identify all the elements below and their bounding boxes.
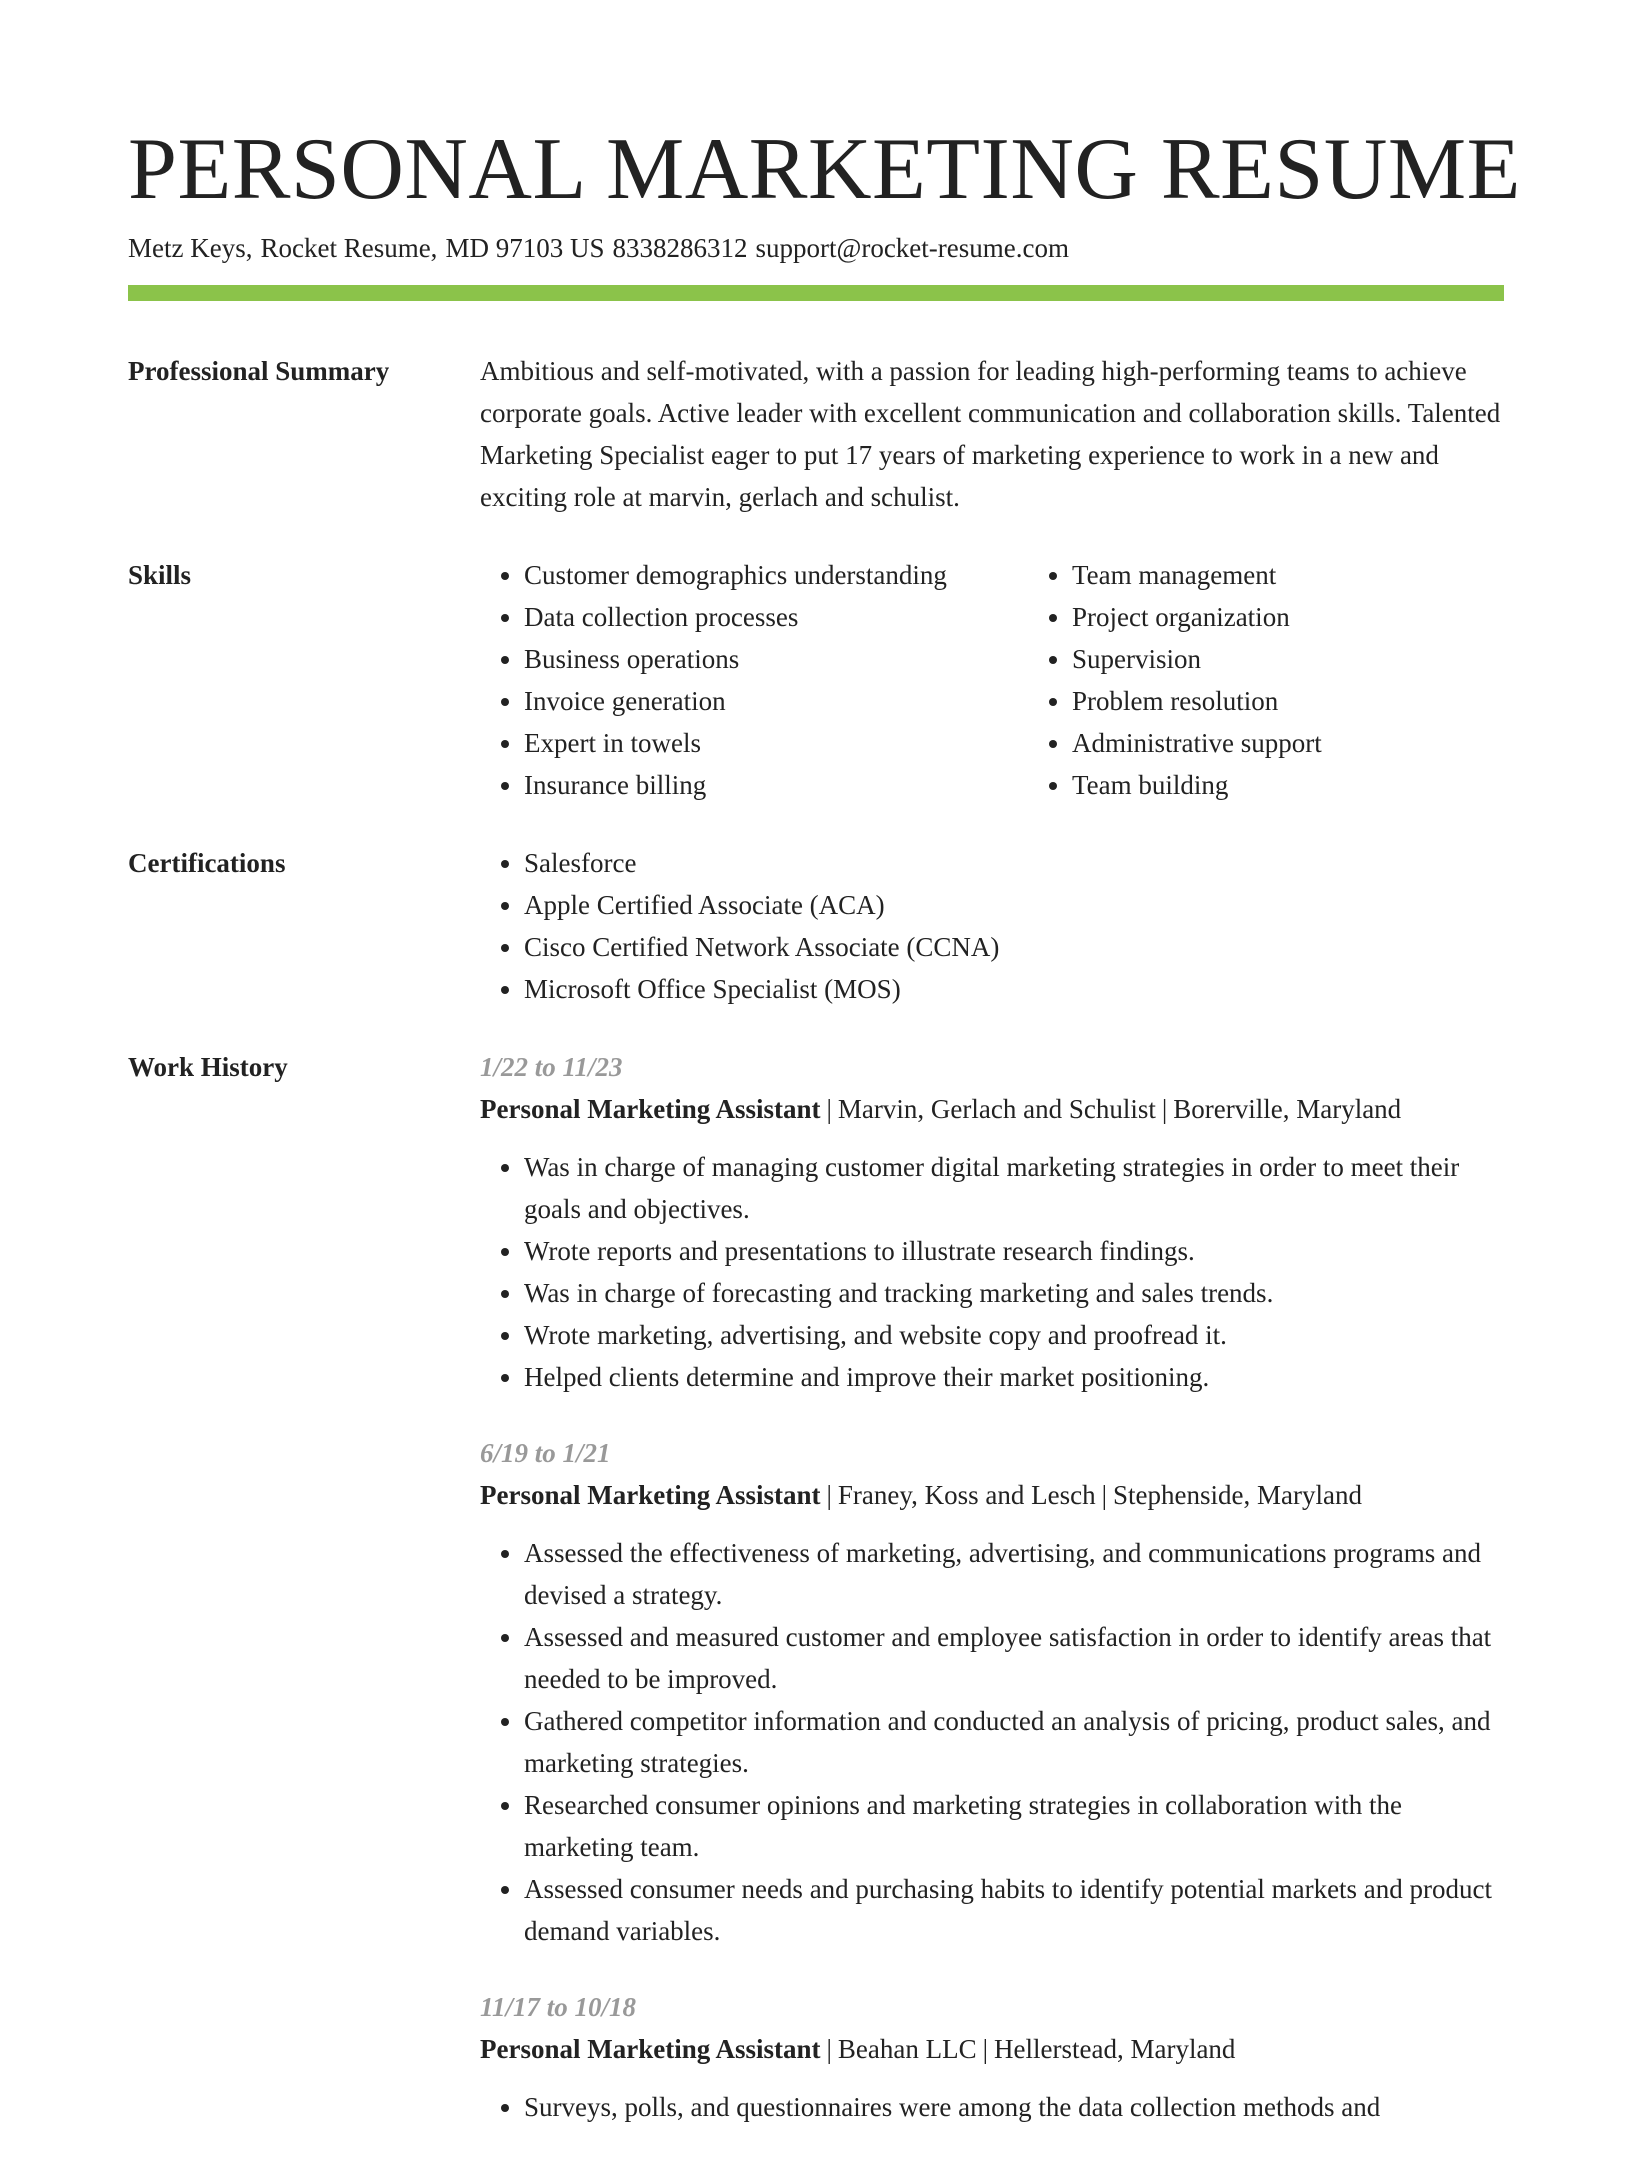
skill-item: • Project organization	[1072, 596, 1504, 638]
job-company: Beahan LLC	[837, 2034, 977, 2064]
job-duties-list	[480, 1532, 1504, 1952]
resume-content	[128, 350, 1504, 2164]
job-entry	[480, 1432, 1504, 1952]
skill-item: • Team management	[1072, 554, 1504, 596]
skills-section	[128, 554, 1504, 806]
job-title: Personal Marketing Assistant	[480, 1094, 821, 1124]
contact-name: Metz Keys,	[128, 233, 253, 263]
certification-item: • Cisco Certified Network Associate (CCNA)	[524, 926, 1504, 968]
job-duty: • Surveys, polls, and questionnaires were among the data collection methods and	[524, 2086, 1504, 2128]
header-accent-rule	[128, 285, 1504, 301]
job-heading	[480, 1088, 1504, 1130]
job-duties-list	[480, 1146, 1504, 1398]
job-entry	[480, 1986, 1504, 2128]
job-duty: • Wrote marketing, advertising, and website copy and proofread it.	[524, 1314, 1504, 1356]
job-location: Hellerstead, Maryland	[994, 2034, 1236, 2064]
work-history-section	[128, 1046, 1504, 2128]
job-duties-list	[480, 2086, 1504, 2128]
summary-text: Ambitious and self-motivated, with a passion for leading high-performing teams to achieve corporate goals. Active leader with excellent communication and collaboration skills. Talented Marketing Specialist eager to put 17 years of marketing experience to work in a new and exciting role at marvin, gerlach and schulist.	[480, 356, 1501, 512]
summary-section	[128, 350, 1504, 518]
job-duty: • Assessed consumer needs and purchasing habits to identify potential markets and product demand variables.	[524, 1868, 1504, 1952]
section-label: Professional Summary	[128, 356, 390, 386]
job-title: Personal Marketing Assistant	[480, 1480, 821, 1510]
resume-title: PERSONAL MARKETING RESUME	[128, 121, 1521, 218]
job-dates: 1/22 to 11/23	[480, 1052, 623, 1082]
separator: |	[1161, 1094, 1168, 1124]
job-title: Personal Marketing Assistant	[480, 2034, 821, 2064]
skills-list-1	[480, 554, 1028, 806]
separator: |	[826, 2034, 832, 2064]
separator: |	[826, 1094, 832, 1124]
job-dates: 11/17 to 10/18	[480, 1992, 637, 2022]
certifications-section	[128, 842, 1504, 1010]
skill-item: • Team building	[1072, 764, 1504, 806]
section-label: Skills	[128, 560, 192, 590]
job-location: Stephenside, Maryland	[1113, 1480, 1362, 1510]
job-duty: • Assessed and measured customer and employee satisfaction in order to identify areas that needed to be improved.	[524, 1616, 1504, 1700]
job-duty: • Was in charge of forecasting and tracking marketing and sales trends.	[524, 1272, 1504, 1314]
skills-list-2	[1028, 554, 1504, 806]
job-duty: • Was in charge of managing customer digital marketing strategies in order to meet their goals and objectives.	[524, 1146, 1504, 1230]
contact-line	[128, 230, 1077, 266]
job-entry	[480, 1046, 1504, 1398]
skill-item: • Expert in towels	[524, 722, 1028, 764]
job-dates: 6/19 to 1/21	[480, 1438, 611, 1468]
certification-item: • Microsoft Office Specialist (MOS)	[524, 968, 1504, 1010]
job-duty: • Gathered competitor information and conducted an analysis of pricing, product sales, and marketing strategies.	[524, 1700, 1504, 1784]
job-heading	[480, 2028, 1504, 2070]
section-label: Certifications	[128, 848, 286, 878]
skill-item: • Data collection processes	[524, 596, 1028, 638]
job-heading	[480, 1474, 1504, 1516]
job-duty: • Helped clients determine and improve their market positioning.	[524, 1356, 1504, 1398]
job-duty: • Researched consumer opinions and marketing strategies in collaboration with the marketing team.	[524, 1784, 1504, 1868]
skill-item: • Customer demographics understanding	[524, 554, 1028, 596]
contact-region: MD 97103 US	[445, 233, 605, 263]
certification-item: • Salesforce	[524, 842, 1504, 884]
job-company: Marvin, Gerlach and Schulist	[837, 1094, 1156, 1124]
job-location: Borerville, Maryland	[1173, 1094, 1402, 1124]
certification-item: • Apple Certified Associate (ACA)	[524, 884, 1504, 926]
job-company: Franey, Koss and Lesch	[837, 1480, 1096, 1510]
skill-item: • Supervision	[1072, 638, 1504, 680]
section-label: Work History	[128, 1052, 288, 1082]
skill-item: • Business operations	[524, 638, 1028, 680]
contact-email: support@rocket-resume.com	[755, 233, 1069, 263]
separator: |	[982, 2034, 989, 2064]
separator: |	[1101, 1480, 1107, 1510]
job-duty: • Assessed the effectiveness of marketing, advertising, and communications programs and devised a strategy.	[524, 1532, 1504, 1616]
certifications-list	[480, 842, 1504, 1010]
separator: |	[826, 1480, 832, 1510]
contact-city: Rocket Resume,	[260, 233, 438, 263]
skill-item: • Insurance billing	[524, 764, 1028, 806]
skill-item: • Problem resolution	[1072, 680, 1504, 722]
job-duty: • Wrote reports and presentations to illustrate research findings.	[524, 1230, 1504, 1272]
contact-phone: 8338286312	[612, 233, 748, 263]
skill-item: • Invoice generation	[524, 680, 1028, 722]
skill-item: • Administrative support	[1072, 722, 1504, 764]
